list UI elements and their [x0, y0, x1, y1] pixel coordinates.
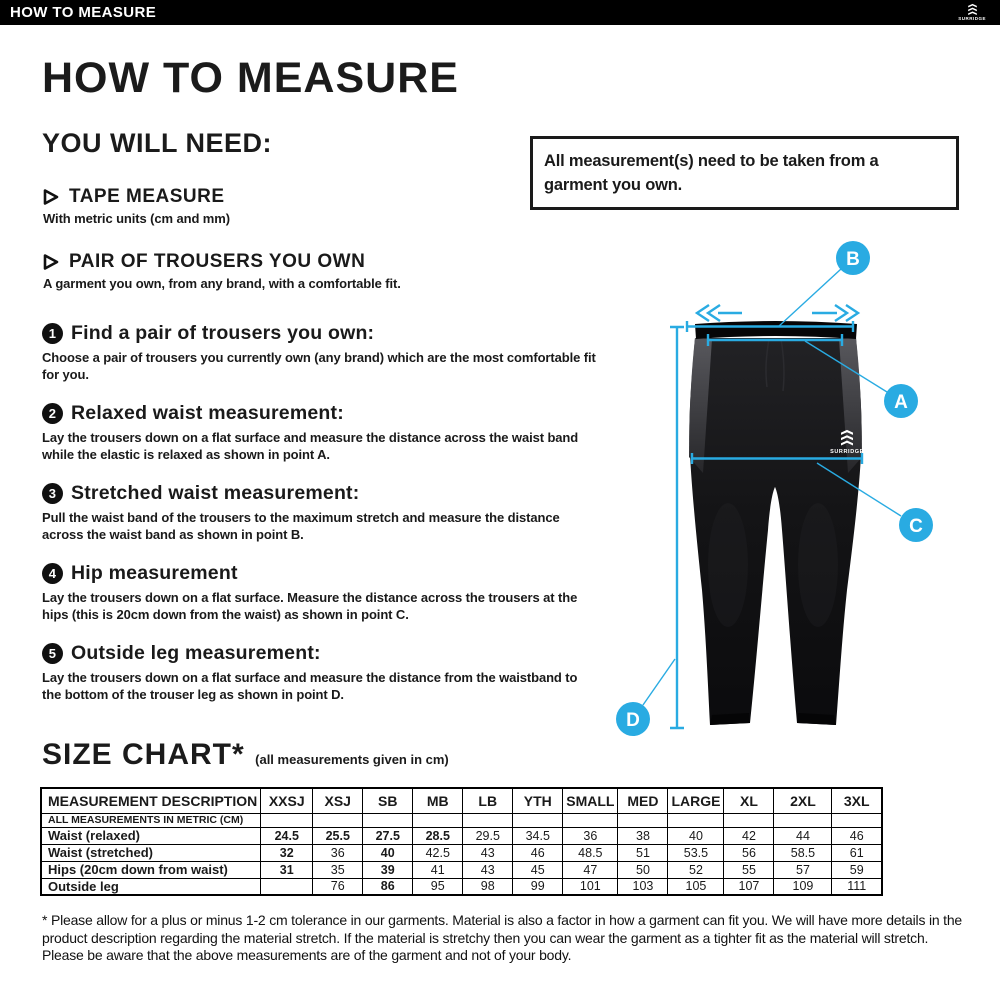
- marker-d: [616, 702, 650, 736]
- cuff-right: [797, 713, 836, 725]
- measurement-value: 31: [261, 861, 313, 878]
- measurement-value: 32: [261, 844, 313, 861]
- size-chart-table-wrap: [40, 787, 883, 896]
- step-3: [42, 482, 602, 543]
- measurement-label: Waist (stretched): [41, 844, 261, 861]
- step-body: Lay the trousers down on a flat surface. Measure the distance across the trousers at the hips (this is 20cm down from the waist) as shown in point C.: [42, 590, 578, 622]
- size-chart-subtitle: (all measurements given in cm): [255, 752, 449, 767]
- need-item-tape-measure: [42, 186, 230, 226]
- measurement-value: 76: [313, 878, 363, 895]
- col-header-size: LB: [463, 788, 513, 813]
- marker-circles: [616, 241, 933, 736]
- measurement-value: 24.5: [261, 827, 313, 844]
- size-table-header-row: [41, 788, 882, 813]
- measurement-value: 99: [513, 878, 563, 895]
- col-header-size: 3XL: [832, 788, 882, 813]
- measurement-label: Outside leg: [41, 878, 261, 895]
- measurement-value: 35: [313, 861, 363, 878]
- measurement-value: 101: [563, 878, 618, 895]
- step-number-badge: 4: [42, 563, 63, 584]
- empty-cell: [363, 813, 413, 827]
- col-header-size: XL: [724, 788, 774, 813]
- table-row: [41, 861, 882, 878]
- measurement-value: 27.5: [363, 827, 413, 844]
- size-table-body: [41, 813, 882, 895]
- waistband: [695, 321, 857, 339]
- marker-b: [836, 241, 870, 275]
- surridge-s-icon: [966, 3, 979, 16]
- notice-box: [530, 136, 959, 210]
- empty-cell: [832, 813, 882, 827]
- empty-cell: [618, 813, 668, 827]
- need-item-subtitle: A garment you own, from any brand, with a comfortable fit.: [43, 276, 401, 291]
- size-chart-heading: [42, 738, 449, 772]
- footnote: * Please allow for a plus or minus 1-2 cm tolerance in our garments. Material is also a factor in how a garment can fit you. We will have more details in the product description regarding the material stretch. If the material is stretchy then you can wear the garment as a tighter fit as the material will stretch. Please be aware that the above measurements are of the garment and not of your body.: [42, 912, 962, 963]
- measurement-value: 25.5: [313, 827, 363, 844]
- shading: [798, 503, 838, 627]
- measurement-value: [261, 878, 313, 895]
- empty-cell: [668, 813, 724, 827]
- measurement-value: 45: [513, 861, 563, 878]
- measurement-value: 107: [724, 878, 774, 895]
- page-title: HOW TO MEASURE: [42, 54, 459, 102]
- measurement-value: 51: [618, 844, 668, 861]
- marker-a-label: A: [894, 392, 908, 413]
- need-item-title: TAPE MEASURE: [69, 186, 225, 207]
- step-number-badge: 1: [42, 323, 63, 344]
- measurement-value: 47: [563, 861, 618, 878]
- step-title: Find a pair of trousers you own:: [71, 322, 375, 344]
- need-item-trousers: [42, 251, 401, 291]
- measurement-value: 58.5: [774, 844, 832, 861]
- cuff-left: [710, 713, 750, 725]
- need-item-subtitle: With metric units (cm and mm): [43, 211, 230, 226]
- col-header-size: 2XL: [774, 788, 832, 813]
- marker-c-label: C: [909, 516, 923, 537]
- measurement-value: 46: [513, 844, 563, 861]
- measurement-value: 48.5: [563, 844, 618, 861]
- measurement-value: 36: [563, 827, 618, 844]
- step-number-badge: 2: [42, 403, 63, 424]
- col-header-description: MEASUREMENT DESCRIPTION: [41, 788, 261, 813]
- measurement-label: Waist (relaxed): [41, 827, 261, 844]
- measurement-value: 109: [774, 878, 832, 895]
- step-5: [42, 642, 602, 703]
- col-header-size: MB: [413, 788, 463, 813]
- measurement-value: 57: [774, 861, 832, 878]
- measurement-value: 61: [832, 844, 882, 861]
- empty-cell: [261, 813, 313, 827]
- step-body: Choose a pair of trousers you currently own (any brand) which are the most comfortable fit for you.: [42, 350, 596, 382]
- measurement-label: Hips (20cm down from waist): [41, 861, 261, 878]
- shading: [708, 503, 748, 627]
- step-title: Stretched waist measurement:: [71, 482, 360, 504]
- step-title: Relaxed waist measurement:: [71, 402, 344, 424]
- col-header-size: XSJ: [313, 788, 363, 813]
- measure-line-d: [670, 327, 684, 728]
- garment-logo-text: SURRIDGE: [830, 449, 864, 455]
- measurement-value: 43: [463, 844, 513, 861]
- step-1: [42, 322, 602, 383]
- step-title: Outside leg measurement:: [71, 642, 321, 664]
- measurement-value: 43: [463, 861, 513, 878]
- table-row: [41, 844, 882, 861]
- table-row: [41, 827, 882, 844]
- measurement-value: 36: [313, 844, 363, 861]
- measurement-value: 111: [832, 878, 882, 895]
- table-row: [41, 878, 882, 895]
- size-chart-table: [40, 787, 883, 896]
- stretch-arrows: [697, 305, 858, 321]
- measurement-value: 50: [618, 861, 668, 878]
- empty-cell: [463, 813, 513, 827]
- step-body: Lay the trousers down on a flat surface and measure the distance across the waist band while the elastic is relaxed as shown in point A.: [42, 430, 579, 462]
- empty-cell: [413, 813, 463, 827]
- step-body: Lay the trousers down on a flat surface and measure the distance from the waistband to the bottom of the trouser leg as shown in point D.: [42, 670, 578, 702]
- notice-text: All measurement(s) need to be taken from a garment you own.: [544, 152, 879, 194]
- step-4: [42, 562, 602, 623]
- empty-cell: [724, 813, 774, 827]
- surridge-wordmark: SURRIDGE: [958, 16, 986, 22]
- measurement-value: 98: [463, 878, 513, 895]
- measurement-value: 46: [832, 827, 882, 844]
- marker-a: [884, 384, 918, 418]
- metric-units-label: ALL MEASUREMENTS IN METRIC (CM): [41, 813, 261, 827]
- measurement-value: 29.5: [463, 827, 513, 844]
- measurement-value: 28.5: [413, 827, 463, 844]
- triangle-bullet-icon: [42, 188, 60, 206]
- marker-b-label: B: [846, 249, 860, 270]
- measurement-value: 55: [724, 861, 774, 878]
- col-header-size: YTH: [513, 788, 563, 813]
- trousers-measurement-diagram: [600, 235, 980, 750]
- size-chart-title: SIZE CHART*: [42, 738, 245, 771]
- surridge-logo: [958, 3, 990, 22]
- measurement-value: 42.5: [413, 844, 463, 861]
- step-body: Pull the waist band of the trousers to the maximum stretch and measure the distance across the waist band as shown in point B.: [42, 510, 560, 542]
- measurement-value: 103: [618, 878, 668, 895]
- measurement-value: 105: [668, 878, 724, 895]
- measurement-lines: [643, 269, 901, 728]
- col-header-size: MED: [618, 788, 668, 813]
- marker-c: [899, 508, 933, 542]
- measurement-value: 38: [618, 827, 668, 844]
- step-number-badge: 5: [42, 643, 63, 664]
- empty-cell: [774, 813, 832, 827]
- step-2: [42, 402, 602, 463]
- col-header-size: SMALL: [563, 788, 618, 813]
- you-will-need-heading: YOU WILL NEED:: [42, 128, 273, 158]
- measurement-value: 53.5: [668, 844, 724, 861]
- step-title: Hip measurement: [71, 562, 238, 584]
- measurement-value: 40: [363, 844, 413, 861]
- need-item-title: PAIR OF TROUSERS YOU OWN: [69, 251, 366, 272]
- measurement-value: 34.5: [513, 827, 563, 844]
- measurement-value: 59: [832, 861, 882, 878]
- measurement-value: 95: [413, 878, 463, 895]
- measurement-value: 41: [413, 861, 463, 878]
- measurement-value: 40: [668, 827, 724, 844]
- col-header-size: SB: [363, 788, 413, 813]
- triangle-bullet-icon: [42, 253, 60, 271]
- step-number-badge: 3: [42, 483, 63, 504]
- measurement-value: 39: [363, 861, 413, 878]
- trousers-illustration: [689, 321, 864, 725]
- measurement-value: 44: [774, 827, 832, 844]
- measurement-value: 86: [363, 878, 413, 895]
- col-header-size: XXSJ: [261, 788, 313, 813]
- top-bar: [0, 0, 1000, 25]
- empty-cell: [513, 813, 563, 827]
- topbar-title: HOW TO MEASURE: [10, 4, 157, 21]
- empty-cell: [313, 813, 363, 827]
- measurement-value: 56: [724, 844, 774, 861]
- metric-units-row: [41, 813, 882, 827]
- empty-cell: [563, 813, 618, 827]
- measurement-value: 42: [724, 827, 774, 844]
- measurement-value: 52: [668, 861, 724, 878]
- col-header-size: LARGE: [668, 788, 724, 813]
- marker-d-label: D: [626, 710, 640, 731]
